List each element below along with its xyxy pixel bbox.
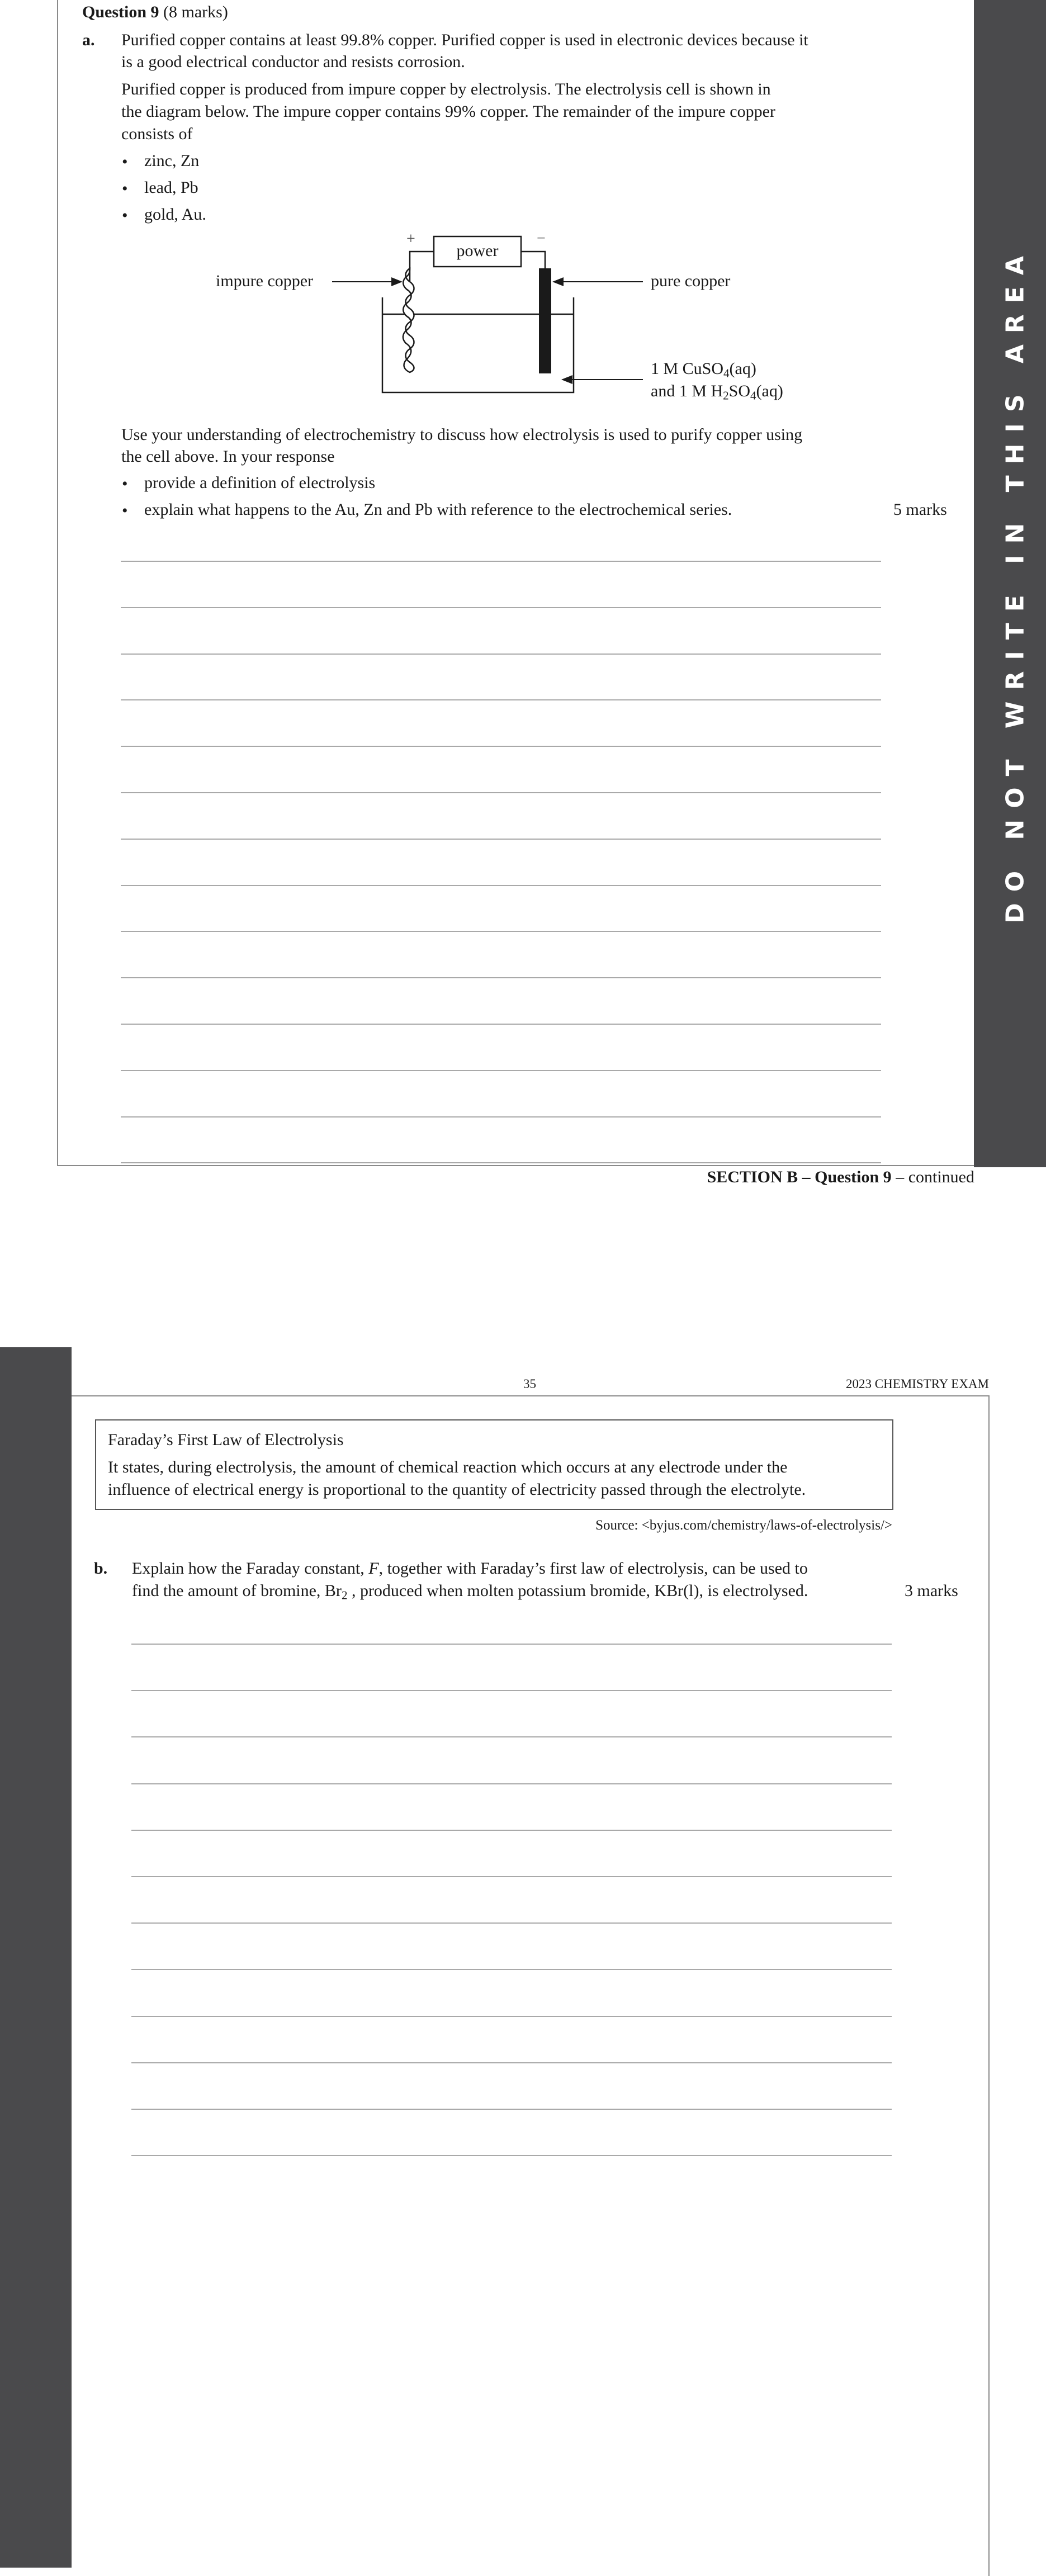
answer-line[interactable] [131, 2016, 892, 2017]
answer-line[interactable] [131, 1969, 892, 1970]
list-item-lead: lead, Pb [144, 178, 198, 197]
task-bullet-definition: provide a definition of electrolysis [144, 473, 376, 492]
answer-line[interactable] [131, 1644, 892, 1645]
question-marks: (8 marks) [163, 3, 228, 21]
faraday-box-title: Faraday’s First Law of Electrolysis [108, 1431, 344, 1449]
page-number: 35 [523, 1377, 536, 1391]
part-a-label: a. [82, 31, 95, 49]
list-item-zinc: zinc, Zn [144, 151, 200, 170]
answer-line[interactable] [121, 1162, 881, 1163]
part-a-para2-line1: Purified copper is produced from impure copper by electrolysis. The electrolysis cell is shown in [121, 80, 771, 98]
page1-frame [57, 0, 975, 1166]
answer-line[interactable] [131, 2109, 892, 2110]
part-b-text: , together with Faraday’s first law of electrolysis, can be used to [378, 1559, 808, 1578]
part-b-text: , produced when molten potassium bromide, KBr(l), is electrolysed. [347, 1581, 808, 1600]
part-a-para1-line1: Purified copper contains at least 99.8% copper. Purified copper is used in electronic devices because it [121, 31, 808, 49]
answer-line[interactable] [131, 1876, 892, 1877]
bullet-dot: • [122, 179, 128, 198]
part-a-para2-line3: consists of [121, 125, 193, 143]
subscript: 4 [750, 389, 756, 402]
wire-right [521, 252, 545, 268]
part-b-text: find the amount of bromine, Br [132, 1581, 342, 1600]
electrolyte-label-line2 [651, 381, 783, 401]
page2-side-bar [0, 1347, 72, 2568]
electrolyte-text: SO [728, 382, 751, 400]
answer-line[interactable] [121, 931, 881, 932]
answer-line[interactable] [121, 654, 881, 655]
electrolyte-text: (aq) [729, 359, 756, 378]
impure-copper-electrode [403, 268, 414, 372]
part-b-marks: 3 marks [905, 1581, 958, 1600]
electrolyte-text: (aq) [756, 382, 783, 400]
pure-copper-label: pure copper [651, 272, 731, 290]
do-not-write-text: DO NOT WRITE IN THIS AREA [1001, 245, 1030, 924]
exam-title: 2023 CHEMISTRY EXAM [846, 1377, 989, 1391]
faraday-box-line2: influence of electrical energy is proportional to the quantity of electricity passed through the electrolyte. [108, 1480, 806, 1499]
answer-line[interactable] [121, 561, 881, 562]
task-bullet-explain: explain what happens to the Au, Zn and Pb with reference to the electrochemical series. [144, 500, 732, 519]
part-a-para2-line2: the diagram below. The impure copper contains 99% copper. The remainder of the impure copper [121, 102, 775, 121]
bullet-dot: • [122, 206, 128, 225]
minus-sign: − [537, 230, 546, 247]
part-a-para3-line2: the cell above. In your response [121, 447, 335, 466]
wire-left [410, 252, 434, 284]
answer-line[interactable] [121, 699, 881, 700]
answer-line[interactable] [121, 977, 881, 978]
footer-section: SECTION B – Question 9 [707, 1168, 892, 1186]
part-b-line1 [132, 1559, 808, 1579]
answer-line[interactable] [131, 2155, 892, 2156]
answer-line[interactable] [121, 1116, 881, 1117]
answer-line[interactable] [131, 1736, 892, 1737]
subscript: 2 [341, 1588, 348, 1602]
bullet-dot: • [122, 501, 128, 520]
answer-line[interactable] [121, 839, 881, 840]
electrolyte-label-line1 [651, 359, 756, 379]
bullet-dot: • [122, 475, 128, 493]
answer-line[interactable] [131, 1783, 892, 1784]
faraday-symbol: F [368, 1559, 379, 1578]
part-b-line2 [132, 1581, 808, 1601]
answer-line[interactable] [131, 1922, 892, 1924]
electrolyte-text: 1 M CuSO [651, 359, 724, 378]
list-item-gold: gold, Au. [144, 205, 206, 224]
source-citation: Source: <byjus.com/chemistry/laws-of-electrolysis/> [595, 1518, 892, 1533]
answer-line[interactable] [131, 2062, 892, 2063]
power-label: power [456, 242, 499, 260]
footer-continued: – continued [891, 1168, 974, 1186]
electrolyte-text: and 1 M H [651, 382, 723, 400]
subscript: 2 [723, 389, 729, 402]
plus-sign: + [406, 230, 415, 248]
part-b-text: Explain how the Faraday constant, [132, 1559, 369, 1578]
question-number: Question 9 [82, 3, 159, 21]
pure-copper-electrode [539, 268, 551, 373]
electrolysis-cell-diagram [0, 224, 1046, 408]
faraday-box-line1: It states, during electrolysis, the amount of chemical reaction which occurs at any electrode under the [108, 1458, 788, 1476]
answer-line[interactable] [131, 1830, 892, 1831]
part-a-para1-line2: is a good electrical conductor and resists corrosion. [121, 53, 465, 71]
answer-line[interactable] [121, 792, 881, 793]
part-b-label: b. [94, 1559, 108, 1578]
answer-line[interactable] [131, 1690, 892, 1691]
bullet-dot: • [122, 153, 128, 171]
answer-line[interactable] [121, 607, 881, 608]
question-title [82, 2, 228, 22]
answer-line[interactable] [121, 746, 881, 747]
impure-copper-label: impure copper [216, 272, 314, 290]
answer-line[interactable] [121, 1070, 881, 1071]
answer-line[interactable] [121, 1024, 881, 1025]
part-a-marks: 5 marks [893, 500, 947, 519]
page1-footer [707, 1167, 974, 1187]
answer-line[interactable] [121, 885, 881, 886]
part-a-para3-line1: Use your understanding of electrochemistry to discuss how electrolysis is used to purify copper using [121, 425, 803, 444]
subscript: 4 [723, 366, 730, 380]
